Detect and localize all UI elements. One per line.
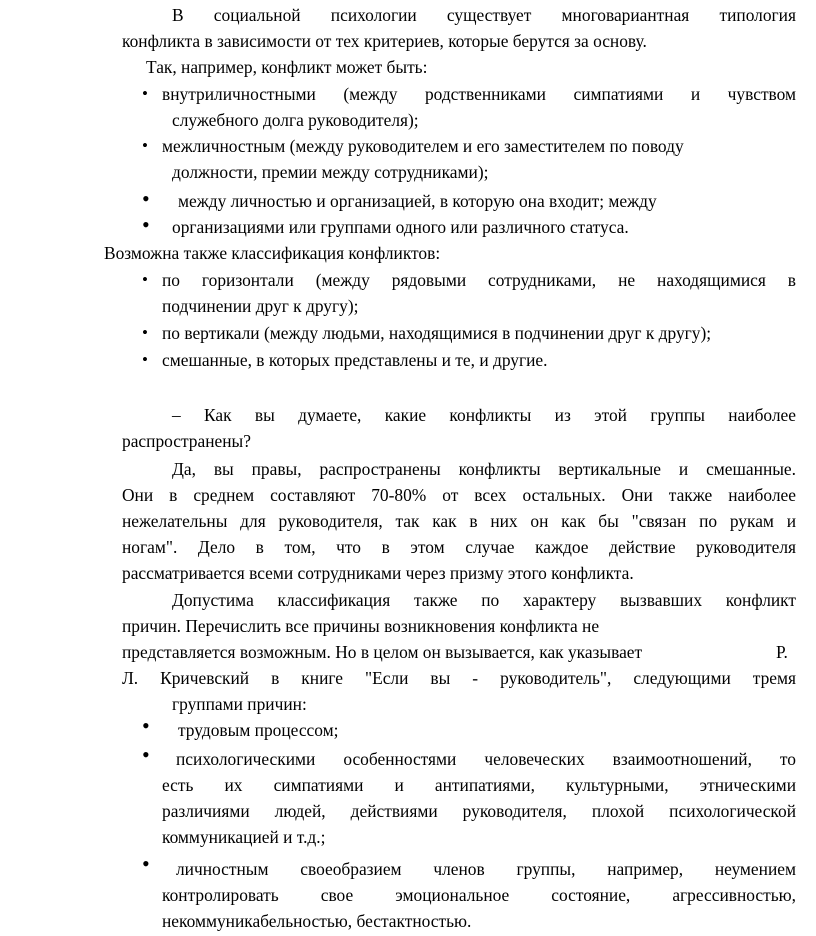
answer-line-1: Да, вы правы, распространены конфликты вертикальные и смешанные. (172, 459, 796, 479)
bullet-marker: • (142, 851, 150, 876)
answer-line-2: Они в среднем составляют 70-80% от всех остальных. Они также наиболее (122, 485, 796, 505)
bullet-marker: • (142, 84, 148, 103)
list-item-personal-line-3: некоммуникабельностью, бестактностью. (162, 911, 472, 931)
bullet-marker: • (142, 350, 148, 369)
list-item-personal-line-2: контролировать свое эмоциональное состояние, агрессивностью, (162, 885, 796, 905)
answer-line-5: рассматривается всеми сотрудниками через призму этого конфликта. (122, 563, 634, 583)
bullet-marker: • (142, 742, 150, 767)
question-line-2: распространены? (122, 431, 251, 451)
conflict-types-intro: Так, например, конфликт может быть: (146, 57, 428, 77)
paragraph-typology-line-2: конфликта в зависимости от тех критериев, которые берутся за основу. (122, 31, 647, 51)
list-item-personal-line-1: личностным своеобразием членов группы, например, неумением (176, 859, 796, 879)
list-item-interpersonal-line-1: межличностным (между руководителем и его заместителем по поводу (162, 136, 684, 156)
list-item-psychological-line-1: психологическими особенностями человеческих взаимоотношений, то (176, 749, 796, 769)
list-item-interpersonal-line-2: должности, премии между сотрудниками); (172, 162, 489, 182)
list-item-intrapersonal-line-1: внутриличностными (между родственниками симпатиями и чувством (162, 84, 796, 104)
causes-line-3-initial: Р. (776, 642, 788, 662)
question-line-1: – Как вы думаете, какие конфликты из этой группы наиболее (172, 405, 796, 425)
causes-line-2: причин. Перечислить все причины возникновения конфликта не (122, 616, 600, 636)
list-item-intrapersonal-line-2: служебного долга руководителя); (172, 110, 419, 130)
causes-line-4: Л. Кричевский в книге "Если вы - руководитель", следующими тремя (122, 668, 796, 688)
bullet-marker: • (142, 186, 150, 211)
causes-line-5: группами причин: (172, 694, 307, 714)
list-item-labor-process: трудовым процессом; (178, 720, 339, 740)
list-item-horizontal-line-1: по горизонтали (между рядовыми сотрудниками, не находящимися в (162, 270, 796, 290)
list-item-psychological-line-3: различиями людей, действиями руководителя, плохой психологической (162, 801, 796, 821)
causes-line-1: Допустима классификация также по характеру вызвавших конфликт (172, 590, 796, 610)
bullet-marker: • (142, 323, 148, 342)
bullet-marker: • (142, 270, 148, 289)
bullet-marker: • (142, 713, 150, 738)
bullet-marker: • (142, 212, 150, 237)
list-item-psychological-line-4: коммуникацией и т.д.; (162, 827, 326, 847)
causes-line-3: представляется возможным. Но в целом он вызывается, как указывает (122, 642, 643, 662)
answer-line-3: нежелательны для руководителя, так как в них он как бы "связан по рукам и (122, 511, 796, 531)
paragraph-typology-line-1: В социальной психологии существует многовариантная типология (172, 5, 796, 25)
list-item-vertical: по вертикали (между людьми, находящимися в подчинении друг к другу); (162, 323, 712, 343)
list-item-horizontal-line-2: подчинении друг к другу); (162, 296, 359, 316)
list-item-psychological-line-2: есть их симпатиями и антипатиями, культурными, этническими (162, 775, 796, 795)
answer-line-4: ногам". Дело в том, что в этом случае каждое действие руководителя (122, 537, 796, 557)
bullet-marker: • (142, 136, 148, 155)
list-item-person-organization: между личностью и организацией, в которую она входит; между (178, 191, 657, 211)
list-item-mixed: смешанные, в которых представлены и те, и другие. (162, 350, 548, 370)
classification-intro: Возможна также классификация конфликтов: (104, 243, 441, 263)
list-item-organizations: организациями или группами одного или различного статуса. (172, 217, 629, 237)
